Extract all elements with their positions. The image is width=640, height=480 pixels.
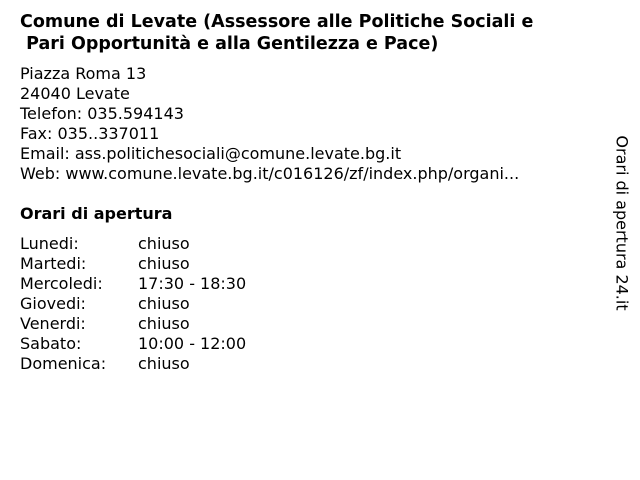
address-street: Piazza Roma 13 bbox=[20, 64, 147, 83]
day-label: Mercoledi: bbox=[20, 274, 103, 293]
day-label: Sabato: bbox=[20, 334, 82, 353]
fax-number: Fax: 035..337011 bbox=[20, 124, 160, 143]
phone-number: Telefon: 035.594143 bbox=[20, 104, 184, 123]
hours-row-giovedi bbox=[20, 294, 246, 314]
hours-row-domenica bbox=[20, 354, 246, 374]
day-label: Giovedi: bbox=[20, 294, 86, 313]
day-label: Lunedi: bbox=[20, 234, 79, 253]
hours-row-sabato bbox=[20, 334, 246, 354]
brand-watermark bbox=[612, 135, 632, 310]
day-label: Martedi: bbox=[20, 254, 87, 273]
day-hours: 17:30 - 18:30 bbox=[138, 274, 247, 293]
hours-row-martedi bbox=[20, 254, 246, 274]
day-label: Venerdi: bbox=[20, 314, 86, 333]
address-city: 24040 Levate bbox=[20, 84, 130, 103]
brand-label: Orari di apertura 24.it bbox=[613, 134, 633, 311]
address-block bbox=[20, 64, 519, 184]
website-link[interactable]: Web: www.comune.levate.bg.it/c016126/zf/index.php/organi... bbox=[20, 164, 520, 183]
day-label: Domenica: bbox=[20, 354, 107, 373]
page-title: Comune di Levate (Assessore alle Politiche Sociali e Pari Opportunità e alla Gentilezza e Pace) bbox=[20, 12, 534, 54]
day-hours: chiuso bbox=[138, 234, 190, 253]
day-hours: chiuso bbox=[138, 314, 190, 333]
hours-row-venerdi bbox=[20, 314, 246, 334]
opening-hours-table bbox=[20, 234, 246, 374]
day-hours: chiuso bbox=[138, 354, 190, 373]
opening-hours-heading: Orari di apertura bbox=[20, 204, 173, 223]
day-hours: 10:00 - 12:00 bbox=[138, 334, 247, 353]
hours-row-lunedi bbox=[20, 234, 246, 254]
email-address: Email: ass.politichesociali@comune.levate.bg.it bbox=[20, 144, 402, 163]
day-hours: chiuso bbox=[138, 254, 190, 273]
hours-row-mercoledi bbox=[20, 274, 246, 294]
day-hours: chiuso bbox=[138, 294, 190, 313]
